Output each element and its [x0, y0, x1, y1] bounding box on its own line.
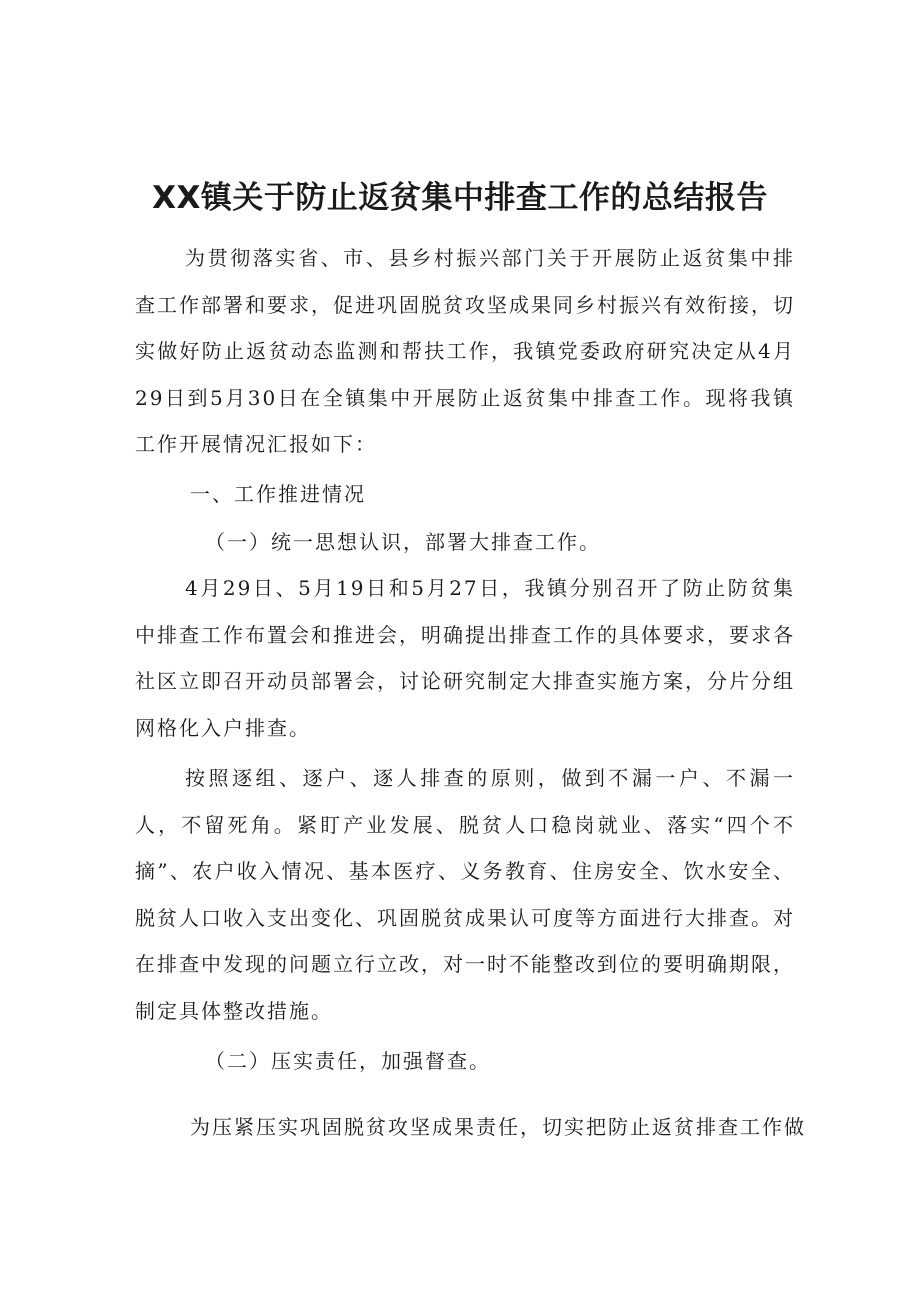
subsection-heading-unify-thinking: （一）统一思想认识，部署大排查工作。 [205, 530, 601, 554]
meetings-paragraph: 4月29日、5月19日和5月27日，我镇分别召开了防止防贫集中排查工作布置会和推进会，明确提出排查工作的具体要求，要求各社区立即召开动员部署会，讨论研究制定大排查实施方案，分片分组网格化入户排查。 [135, 576, 795, 740]
section-heading-work-progress: 一、工作推进情况 [190, 482, 366, 506]
inspection-principle-paragraph: 按照逐组、逐户、逐人排查的原则，做到不漏一户、不漏一人，不留死角。紧盯产业发展、脱贫人口稳岗就业、落实“四个不摘”、农户收入情况、基本医疗、义务教育、住房安全、饮水安全、脱贫人口收入支出变化、巩固脱贫成果认可度等方面进行大排查。对在排查中发现的问题立行立改，对一时不能整改到位的要明确期限，制定具体整改措施。 [135, 766, 795, 1023]
subsection-heading-responsibility: （二）压实责任，加强督查。 [205, 1049, 491, 1073]
document-title: XX镇关于防止返贫集中排查工作的总结报告 [152, 180, 768, 216]
responsibility-paragraph: 为压紧压实巩固脱贫攻坚成果责任，切实把防止返贫排查工作做 [190, 1115, 806, 1139]
intro-paragraph: 为贯彻落实省、市、县乡村振兴部门关于开展防止返贫集中排查工作部署和要求，促进巩固脱贫攻坚成果同乡村振兴有效衔接，切实做好防止返贫动态监测和帮扶工作，我镇党委政府研究决定从4月29日到5月30日在全镇集中开展防止返贫集中排查工作。现将我镇工作开展情况汇报如下： [135, 246, 795, 456]
